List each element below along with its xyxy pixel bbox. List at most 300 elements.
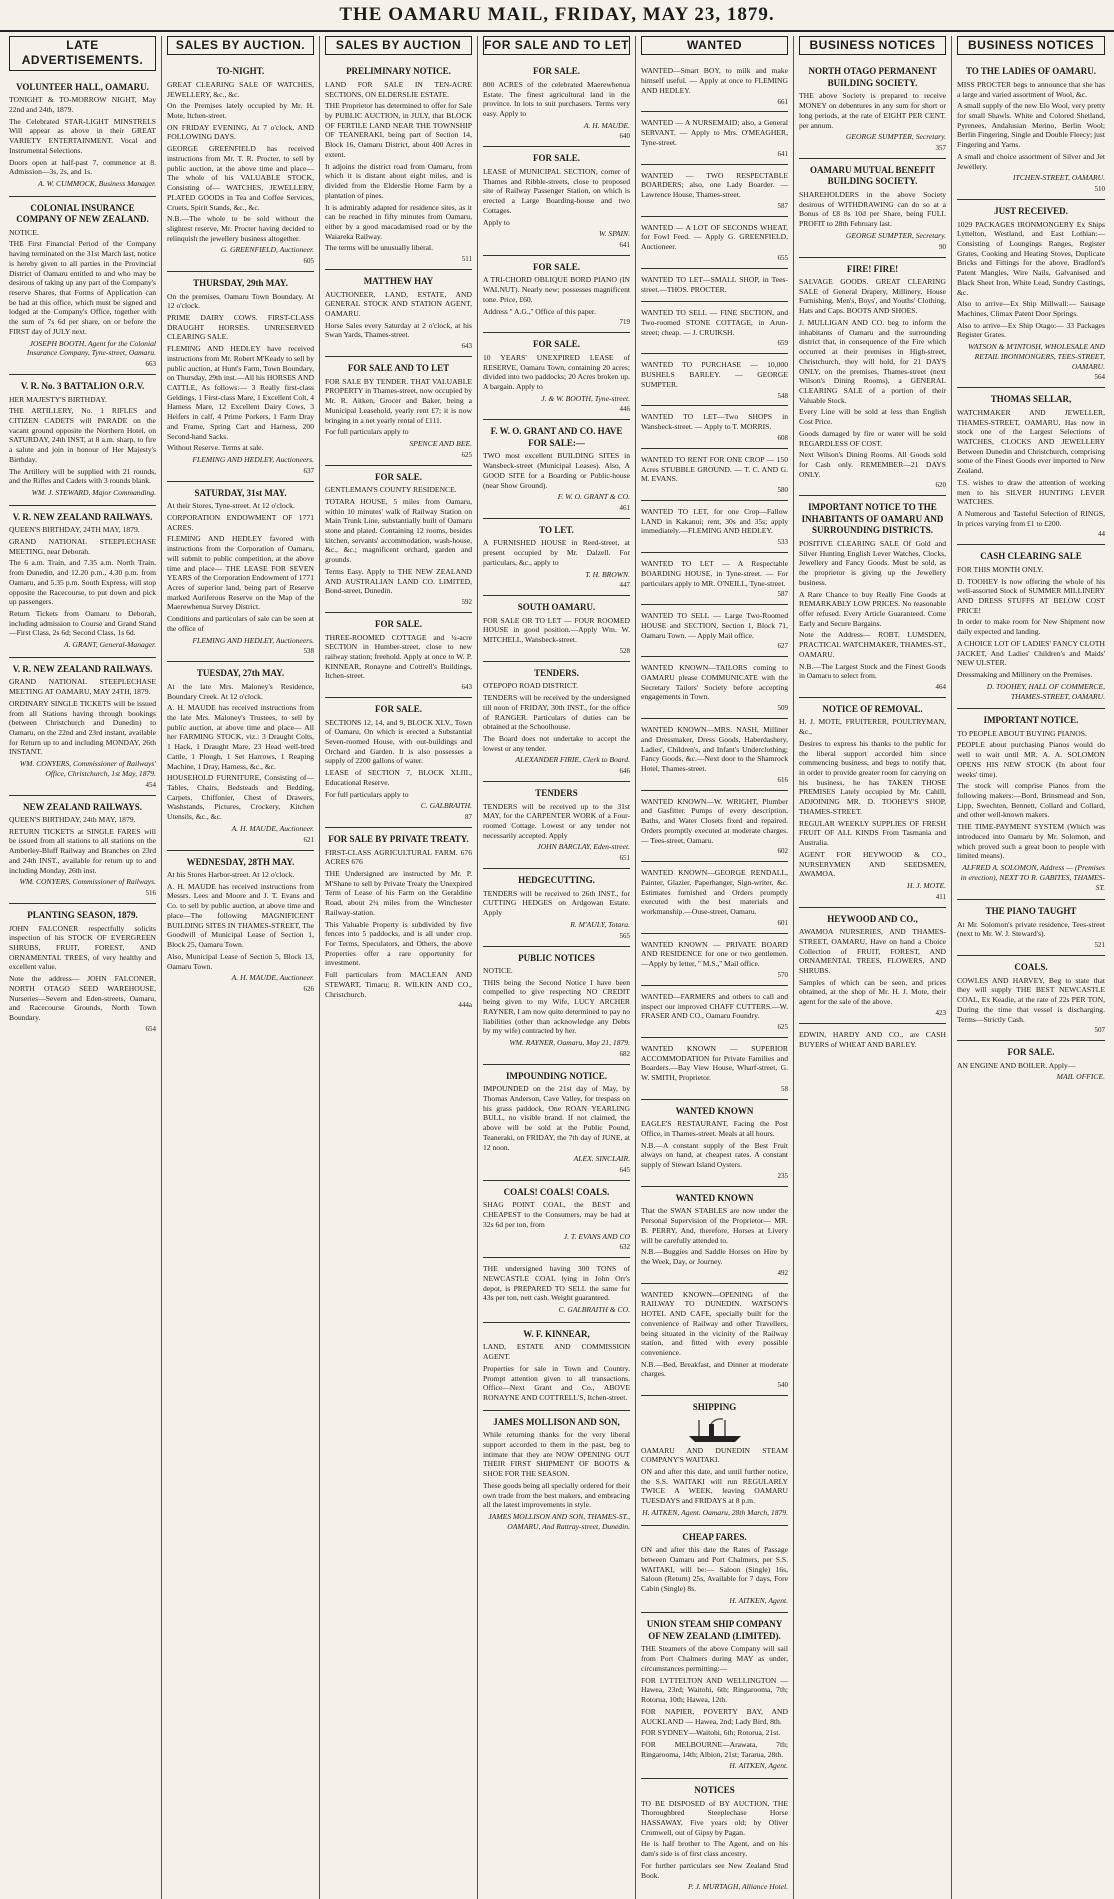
ad-signature: WM. J. STEWARD, Major Commanding.: [31, 488, 156, 498]
ad-title: NEW ZEALAND RAILWAYS.: [23, 801, 142, 812]
ad-title: FOR SALE.: [532, 339, 580, 350]
advert-columns: [4, 36, 1110, 1892]
ad-body-text: On the Premises lately occupied by Mr. H. Mote, Itchen-street.: [167, 101, 314, 121]
ad-body-text: TO BE DISPOSED of BY AUCTION, THE Thoroughbred Steeplechase Horse HASSAWAY, Five years old; by Oliver Cromwell, out of Gipsy by Pagan.: [641, 1798, 788, 1837]
ad-body-text: At the late Mrs. Maloney's Residence, Boundary Creek. At 12 o'clock.: [167, 681, 314, 701]
column-heading: BUSINESS NOTICES: [799, 36, 946, 55]
ad-signature: W. SPAIN.: [598, 229, 630, 239]
ad-body-text: THE Undersigned are instructed by Mr. P. M'Shane to sell by Private Treaty the Unexpired Term of Lease of his Farm on the Geraldine Road, about 2¼ miles from the Winchester Railway-station.: [325, 868, 472, 917]
ad-title: CASH CLEARING SALE: [980, 551, 1082, 562]
ad-title: TO-NIGHT.: [216, 66, 265, 77]
ad-title: TUESDAY, 27th MAY.: [196, 668, 285, 679]
ad-number: 661: [777, 97, 788, 106]
ad-body-text: IMPOUNDED on the 21st day of May, by Thomas Anderson, Cave Valley, for trespass on his grass paddock, One ROAN YEARLING BULL, no visible brand. If not claimed, the above will be sold at the Public Pound, Teaneraki, on FRIDAY, the 7th day of JUNE, at 12 noon.: [483, 1084, 630, 1152]
ad-body-text: WANTED TO LET — A Respectable BOARDING HOUSE, in Tyne-street. — For particulars apply to MR. O'NEILL, Tyne-street.: [641, 559, 788, 588]
ad-body-text: PRIME DAIRY COWS. FIRST-CLASS DRAUGHT HORSES. UNRESERVED CLEARING SALE.: [167, 313, 314, 342]
ad-body-text: It adjoins the district road from Oamaru, from which it is distant about eight miles, and is divided from the Elderslie Home Farm by a plantation of pines.: [325, 161, 472, 200]
advertisement: [9, 197, 156, 375]
advertisement: [641, 217, 788, 269]
ad-body-text: Terms Easy. Apply to THE NEW ZEALAND AND AUSTRALIAN LAND CO. LIMITED, Bond-street, Dunedin.: [325, 566, 472, 596]
ad-signature: A. H. MAUDE, Auctioneer.: [231, 823, 314, 833]
ad-body-text: Next Wilson's Dining Rooms. All Goods sold for Cash only. REMEMBER—21 DAYS ONLY.: [799, 450, 946, 479]
ad-body-text: REGULAR WEEKLY SUPPLIES OF FRESH FRUIT OF ALL KINDS From Tasmania and Australia.: [799, 818, 946, 848]
ad-title: COALS.: [1014, 962, 1048, 973]
ad-number: 587: [777, 201, 788, 210]
ad-title: UNION STEAM SHIP COMPANY OF NEW ZEALAND (LIMITED).: [646, 1619, 783, 1641]
masthead-title: THE OAMARU MAIL, FRIDAY, MAY 23, 1879.: [339, 4, 775, 25]
ad-body-text: The stock will comprise Pianos from the following makers:—Bord, Brinsmead and Son, Lipp, Swechten, Bennett, Collard and Collard, and other well-known makers.: [957, 781, 1105, 820]
ad-number: 540: [777, 1381, 788, 1390]
ad-body-text: WANTED TO SELL — FINE SECTION, and Two-roomed STONE COTTAGE, in Arun-street; cheap. — J. CRUIKSH.: [641, 308, 788, 337]
ad-signature: ALFRED A. SOLOMON, Address — (Premises in erection), NEXT TO R. GABITES, THAMES-ST.: [960, 863, 1105, 892]
ad-body-text: THE Steamers of the above Company will sail from Port Chalmers during MAY as under, circumstances permitting:—: [641, 1644, 788, 1673]
ad-body-text: This Valuable Property is subdivided by five fences into 5 paddocks, and is all under crop. For Terms, Speculators, and Others, the above Properties offer a rare opportunity for investment.: [325, 919, 472, 968]
ad-body-text: ON and after this date the Rates of Passage between Oamaru and Port Chalmers, per S.S. WAITAKI, will be:— Saloon (Single) 16s, Saloon (Return) 25s, Available for 7 days, Fore Cabin (Single) 8s.: [641, 1545, 788, 1593]
ad-body-text: 1029 PACKAGES IRONMONGERY Ex Ships Lyttelton, Westland, and East Lothian:— Consisting of Loungings Ranges, Register Grates, Cooking and Heating Stoves, Duplicate Bricks and Fittings for the above, Bradford's Patent Mangles, Wire Nails, Galvanised and Black Sheet Iron, White Lead, Sundry Castings, &c.: [957, 219, 1105, 297]
ad-body-text: FIRST-CLASS AGRICULTURAL FARM. 676 ACRES 676: [325, 847, 472, 867]
ad-number: 646: [619, 767, 630, 776]
ad-body-text: Note the address— JOHN FALCONER, NORTH OTAGO SEED WAREHOUSE, Nurseries—Severn and Eden-streets, Oamaru, and Racecourse Grounds, North Town Boundary.: [9, 974, 156, 1023]
ad-title: FOR SALE.: [532, 153, 580, 164]
advertisement: [325, 60, 472, 270]
advertisement: [9, 506, 156, 658]
column-heading: LATE ADVERTISEMENTS.: [9, 36, 156, 71]
ad-body-text: Note the Address— ROBT. LUMSDEN, PRACTICAL WATCHMAKER, THAMES-ST., OAMARU.: [799, 630, 946, 659]
ad-body-text: TENDERS will be received up to the 31st MAY, for the CARPENTER WORK of a Four-roomed Cottage. Lowest or any tender not necessarily accepted. Apply: [483, 801, 630, 840]
ad-title: OAMARU MUTUAL BENEFIT BUILDING SOCIETY.: [809, 164, 935, 187]
advertisement: [641, 657, 788, 719]
ad-body-text: EDWIN, HARDY AND CO., are CASH BUYERS of WHEAT AND BARLEY.: [799, 1029, 946, 1049]
ad-body-text: 800 ACRES of the celebrated Maerewhenua Estate. The finest agricultural land in the province. In lots to suit purchasers. Terms very easy. Apply to: [483, 79, 630, 119]
advertisement: [957, 900, 1105, 956]
ad-title: SOUTH OAMARU.: [517, 602, 596, 613]
ad-body-text: For further particulars see New Zealand Stud Book.: [641, 1860, 788, 1880]
advertisement: [167, 851, 314, 999]
advertisement: [483, 869, 630, 946]
ad-body-text: The Board does not undertake to accept the lowest or any tender.: [483, 733, 630, 753]
ad-body-text: A small supply of the new Elo Wool, very pretty for small Shawls. White and Colored Shetland, Pyrenees, Andalusian Merino, Berlin Wool; Berlin Fingering, Single and Double Fleecy; just Fingering and Yarns.: [957, 101, 1105, 150]
ad-body-text: Address '' A.G.,'' Office of this paper.: [483, 306, 596, 316]
advertisement: [9, 76, 156, 197]
ad-signature: A. GRANT, General-Manager.: [63, 640, 156, 650]
ad-title: TENDERS.: [534, 667, 579, 678]
ad-body-text: For full particulars apply to: [325, 789, 409, 799]
advertisement: [799, 1024, 946, 1056]
ad-title: NORTH OTAGO PERMANENT BUILDING SOCIETY.: [808, 66, 937, 88]
ad-signature: C. GALBRAITH.: [420, 801, 472, 811]
ad-number: 608: [777, 433, 788, 442]
ad-signature: H. J. MOTE.: [906, 880, 946, 890]
advertisement: [799, 496, 946, 698]
ad-body-text: THE First Financial Period of the Company having terminated on the 31st March last, notice is hereby given to all parties in the Provincial District of Oamaru entitled to and who may be desirous of taking up any part of the Company's reserve Shares, that Forms of Application can be had at this office, which must be signed and lodged at the Company's Office, together with the sum of 7s 6d per share, on or before the FIRST day of JULY next.: [9, 239, 156, 336]
ad-title: WEDNESDAY, 28TH MAY.: [186, 856, 295, 867]
ad-number: 87: [465, 813, 472, 822]
ad-body-text: NOTICE.: [9, 227, 39, 237]
advertisement: [957, 709, 1105, 900]
ad-body-text: These goods being all specially ordered for their own trade from the best makers, and embracing all the latest improvements in style.: [483, 1480, 630, 1510]
advertisement: [641, 1100, 788, 1187]
advertisement: [9, 375, 156, 506]
ad-signature: ALEX. SINCLAIR.: [573, 1154, 630, 1164]
ad-signature: D. TOOHEY, HALL OF COMMERCE, THAMES-STREET, OAMARU.: [986, 681, 1105, 701]
ad-number: 605: [303, 257, 314, 266]
ad-signature: ALEXANDER FIRIE, Clerk to Board.: [515, 755, 630, 765]
ad-body-text: N.B.—The Largest Stock and the Finest Goods in Oamaru to select from.: [799, 661, 946, 681]
advertisement: [641, 354, 788, 406]
ad-signature: WM. CONYERS, Commissioner of Railways' Office, Christchurch, 1st May, 1879.: [19, 759, 156, 778]
ad-body-text: He is half brother to The Agent, and on his dam's side is of first class ancestry.: [641, 1839, 788, 1859]
ad-body-text: COWLES AND HARVEY, Beg to state that they will supply THE BEST NEWCASTLE COAL, Ex Keadie, at the rate of 22s PER TON, During the time that vessel is discharging. Terms—Strictly Cash.: [957, 975, 1105, 1024]
ad-body-text: SHAREHOLDERS in the above Society desirous of WITHDRAWING can do so at a Bonus of £8 8s 10d per Share, being FULL PROFIT to 28th February last.: [799, 189, 946, 229]
ad-body-text: HOUSEHOLD FURNITURE, Consisting of— Tables, Chairs, Bedsteads and Bedding, Carpets, Chiffonier, Chest of Drawers, Washstands, Pictures, Crockery, Kitchen Utensils, &c., &c.: [167, 773, 314, 822]
ad-number: 719: [619, 318, 630, 327]
ad-number: 528: [619, 646, 630, 655]
advertisement: [641, 1187, 788, 1284]
ad-title: SHIPPING: [692, 1402, 737, 1413]
ad-body-text: NOTICE.: [483, 966, 513, 976]
ad-number: 538: [303, 647, 314, 656]
advertisement: [167, 60, 314, 272]
ad-title: FOR SALE AND TO LET: [347, 363, 450, 374]
ad-title: V. R. NEW ZEALAND RAILWAYS.: [12, 511, 153, 522]
ad-number: 411: [935, 892, 946, 901]
advertisement: [641, 449, 788, 501]
ad-body-text: GRAND NATIONAL STEEPLECHASE MEETING, near Deborah.: [9, 536, 156, 556]
ad-body-text: QUEEN'S BIRTHDAY, 24th MAY, 1879.: [9, 815, 136, 825]
ad-body-text: OAMARU AND DUNEDIN STEAM COMPANY'S WAITAKI.: [641, 1445, 788, 1465]
ad-body-text: N.B.—Buggies and Saddle Horses on Hire by the Week, Day, or Journey.: [641, 1247, 788, 1266]
column-heading: FOR SALE AND TO LET: [483, 36, 630, 55]
advertisement: [799, 258, 946, 497]
ad-title: COALS! COALS! COALS.: [503, 1186, 610, 1197]
column-4: [478, 36, 636, 1899]
column-heading: SALES BY AUCTION: [325, 36, 472, 55]
advertisement: [325, 270, 472, 357]
advertisement: [641, 302, 788, 354]
ad-body-text: TENDERS will be received to 26th INST., for CUTTING HEDGES on Ardgowan Estate. Apply: [483, 888, 630, 918]
ad-body-text: THIS being the Second Notice I have been compelled to give respecting NO CREDIT being given to my Wife, LUCY ARCHER RAYNER, I am now quite determined to pay no liabilities (other than acknowledge any Debts by my wife) contracted by her.: [483, 977, 630, 1036]
ad-title: NOTICES: [694, 1785, 735, 1796]
ad-number: 521: [1094, 941, 1105, 950]
ad-body-text: LEASE of SECTION 7, BLOCK XLIII., Educational Reserve.: [325, 768, 472, 787]
advertisement: [641, 791, 788, 863]
ad-body-text: SALVAGE GOODS. GREAT CLEARING SALE of General Drapery, Millinery, House Furnishing, Men's, Boys', and Youths' Clothing, Hats and Caps. BOOTS AND SHOES.: [799, 277, 946, 316]
advertisement: [483, 662, 630, 782]
advertisement: [641, 1526, 788, 1614]
advertisement: [957, 1041, 1105, 1089]
ad-body-text: LAND, ESTATE AND COMMISSION AGENT.: [483, 1342, 630, 1362]
ad-body-text: Doors open at half-past 7, commence at 8. Admission—3s, 2s, and 1s.: [9, 157, 156, 177]
ad-signature: FLEMING AND HEDLEY, Auctioneers.: [192, 635, 314, 645]
advertisement: [799, 908, 946, 1024]
ad-signature: F. W. O. GRANT & CO.: [557, 492, 630, 502]
ad-body-text: FOR THIS MONTH ONLY.: [957, 564, 1044, 574]
ad-body-text: WANTED KNOWN — PRIVATE BOARD AND RESIDENCE for one or two gentlemen.—Apply by letter, '' M.S.,'' Mail office.: [641, 939, 788, 969]
ad-body-text: H. J. MOTE, FRUITERER, POULTRYMAN, &c.,: [799, 717, 946, 737]
ad-number: 507: [1094, 1026, 1105, 1035]
ad-body-text: TENDERS will be received by the undersigned till noon of FRIDAY, 30th INST., for the office of RANGER. Particulars of duties can be obtained at the Schoolhouse.: [483, 693, 630, 732]
advertisement: [641, 1284, 788, 1396]
ad-body-text: WANTED KNOWN—MRS. NASH, Milliner and Dressmaker, Dress Goods, Haberdashery, Ladies', Children's, and Infant's Underclothing; Fancy Goods, &c.—Next door to the Shamrock Hotel, Thames-street.: [641, 725, 788, 773]
ad-body-text: In order to make room for New Shipment now daily expected and landing.: [957, 617, 1105, 637]
advertisement: [641, 112, 788, 164]
ad-body-text: TONIGHT & TO-MORROW NIGHT, May 22nd and 24th, 1879.: [9, 95, 156, 114]
advertisement: [799, 698, 946, 908]
ad-number: 548: [777, 391, 788, 400]
ad-body-text: WANTED KNOWN—TAILORS coming to OAMARU please COMMUNICATE with the Secretary Tailors' Society before accepting engagements in Town.: [641, 663, 788, 702]
ad-title: PUBLIC NOTICES: [518, 952, 595, 963]
ad-body-text: FOR LYTTELTON AND WELLINGTON — Hawea, 23rd; Waitohi, 6th; Ringarooma, 7th; Rotorua, 10th; Hawea, 12th.: [641, 1675, 788, 1705]
advertisement: [483, 596, 630, 662]
column-3: [320, 36, 478, 1899]
advertisement: [9, 796, 156, 905]
ad-body-text: The Celebrated STAR-LIGHT MINSTRELS Will appear as above in their GREAT VARIETY ENTERTAINMENT. Vocal and Instrumental Selections.: [9, 116, 156, 155]
ad-title: V. R. No. 3 BATTALION O.R.V.: [20, 381, 145, 392]
ad-body-text: WANTED TO LET, for one Crop—Fallow LAND in Kakanui; rent, 30s and 35s; apply immediately.—FLEMING AND HEDLEY.: [641, 506, 788, 536]
ad-signature: P. J. MURTAGH, Alliance Hotel.: [688, 1882, 788, 1892]
ad-signature: C. GALBRAITH & CO.: [558, 1305, 630, 1315]
ad-signature: H. AITKEN, Agent. Oamaru, 28th March, 1879.: [642, 1507, 788, 1517]
ad-body-text: JOHN FALCONER respectfully solicits inspection of his STOCK OF EVERGREEN SHRUBS, FRUIT, FOREST, AND ORNAMENTAL TREES, of very healthy and excellent value.: [9, 923, 156, 972]
ad-number: 655: [777, 253, 788, 262]
advertisement: [641, 60, 788, 112]
ad-body-text: At their Stores, Tyne-street. At 12 o'clock.: [167, 501, 295, 511]
ad-body-text: J. MULLIGAN AND CO. beg to inform the inhabitants of Oamaru and the surrounding district that, in consequence of the Fire which occurred at their premises in High-street, Christchurch, they will hold, for 21 DAYS ONLY, on the premises, Thames-street (next Wilson's Dining Rooms), a GENERAL CLEARING SALE of a portion of their Valuable Stock.: [799, 317, 946, 405]
ad-body-text: THE ARTILLERY, No. 1 RIFLES and CITIZEN CADETS will PARADE on the vacant ground opposite the Northern Hotel, on SATURDAY, 24th INST, at 8 a.m. sharp, to fire a salute and join in honour of Her Majesty's Birthday.: [9, 406, 156, 464]
ad-signature: GEORGE SUMPTER, Secretary.: [845, 132, 946, 142]
advertisement: [641, 269, 788, 302]
ad-body-text: ON FRIDAY EVENING, At 7 o'clock, AND FOLLOWING DAYS.: [167, 122, 314, 142]
advertisement: [641, 862, 788, 934]
advertisement: [641, 501, 788, 553]
ad-number: 625: [461, 450, 472, 459]
advertisement: [325, 466, 472, 613]
ad-body-text: RETURN TICKETS at SINGLE FARES will be issued from all stations to all stations on the Amberley-Bluff Railway and Branches on 23rd and 24th INST., available for return up to and including Monday, 26th inst.: [9, 826, 156, 875]
ad-body-text: QUEEN'S BIRTHDAY, 24TH MAY, 1879.: [9, 525, 140, 535]
ad-signature: T. H. BROWN.: [585, 569, 630, 579]
ad-title: FOR SALE.: [374, 618, 422, 629]
ad-title: V. R. NEW ZEALAND RAILWAYS.: [12, 663, 153, 674]
ad-title: FOR SALE.: [1007, 1047, 1055, 1058]
ad-title: COLONIAL INSURANCE COMPANY OF NEW ZEALAND.: [16, 202, 149, 225]
ad-number: 510: [1094, 185, 1105, 194]
ad-body-text: THE TIME-PAYMENT SYSTEM (Which was introduced into Oamaru by Mr. Solomon, and which proved such a great boon to people with limited means).: [957, 822, 1105, 861]
advertisement: [483, 1065, 630, 1181]
ad-body-text: WANTED — A LOT OF SECONDS WHEAT, for Fowl Feed. — Apply G. GREENFIELD, Auctioneer.: [641, 222, 788, 252]
ad-body-text: That the SWAN STABLES are now under the Personal Supervision of the Proprietor— MR. B. PERRY, And, therefore, Horses at Livery will be carefully attended to.: [641, 1206, 788, 1245]
advertisement: [9, 658, 156, 796]
column-heading: BUSINESS NOTICES: [957, 36, 1105, 55]
ad-body-text: FOR SALE BY TENDER. THAT VALUABLE PROPERTY in Thames-street, now occupied by Mr. R. Aitken, Grocer and Baker, being a Municipal Leasehold, yearly rent £7; it is now bringing in a net yearly rental of £111.: [325, 376, 472, 425]
ad-body-text: Apply to: [483, 217, 510, 227]
ad-body-text: WANTED KNOWN — SUPERIOR ACCOMMODATION for Private Families and Boarders.—Bay View House, Wharf-street, G. W. SMITH, Proprietor.: [641, 1043, 788, 1083]
ad-signature: SPENCE AND BEE.: [409, 438, 472, 448]
advertisement: [641, 986, 788, 1038]
ad-body-text: Properties for sale in Town and Country. Prompt attention given to all transactions. Office—Next Grant and Co., ABOVE RONAYNE AND COTTRELL'S, Itchen-street.: [483, 1363, 630, 1402]
ad-signature: J. T. EVANS AND CO: [563, 1231, 630, 1241]
ad-body-text: A small and choice assortment of Silver and Jet Jewellery.: [957, 151, 1105, 171]
ad-number: 44: [1098, 530, 1105, 539]
ad-number: 454: [145, 780, 156, 789]
ad-number: 464: [935, 682, 946, 691]
ad-number: 663: [145, 360, 156, 369]
ad-body-text: SHAG POINT COAL, the BEST and CHEAPEST to the Consumers, may be had at 32s 6d per ton, from: [483, 1200, 630, 1229]
ad-body-text: LAND FOR SALE IN TEN-ACRE SECTIONS, ON ELDERSLIE ESTATE.: [325, 79, 472, 99]
ad-signature: A. H. MAUDE, Auctioneer.: [231, 973, 314, 983]
advertisement: [483, 256, 630, 333]
ad-number: 444a: [458, 1001, 472, 1010]
ad-number: 602: [777, 847, 788, 856]
advertisement: [957, 200, 1105, 388]
ad-body-text: ON and after this date, and until further notice, the S.S. WAITAKI will run REGULARLY TWICE A WEEK, leaving OAMARU TUESDAYS and FRIDAYS at 8 p.m.: [641, 1467, 788, 1506]
ad-body-text: A CHOICE LOT OF LADIES' FANCY CLOTH JACKET, And Ladies' Children's and Maids' NEW ULSTER.: [957, 638, 1105, 668]
ad-number: 601: [777, 918, 788, 927]
ad-signature: JAMES MOLLISON AND SON, THAMES-ST., OAMARU, And Rattray-street, Dunedin.: [488, 1511, 630, 1531]
advertisement: [641, 1779, 788, 1899]
ad-title: PRELIMINARY NOTICE.: [346, 66, 451, 77]
ad-number: 637: [303, 466, 314, 475]
ad-number: 640: [619, 132, 630, 141]
ad-body-text: TOTARA HOUSE, 5 miles from Oamaru, within 10 minutes' walk of Railway Station on Main Trunk Line, substantially built of Oamaru stone and plated. Containing 12 rooms, besides kitchen, servants' accommodation, wash-house, &c., &c.; magnificent orchard, garden and grounds.: [325, 496, 472, 565]
advertisement: [325, 828, 472, 1015]
ad-title: IMPORTANT NOTICE TO THE INHABITANTS OF OAMARU AND SURROUNDING DISTRICTS.: [801, 502, 944, 536]
ad-number: 643: [461, 683, 472, 692]
ad-signature: A. W. CUMMOCK, Business Manager.: [38, 178, 156, 188]
ad-title: FIRE! FIRE!: [846, 263, 899, 274]
ad-number: 516: [145, 889, 156, 898]
ad-title: FOR SALE.: [532, 261, 580, 272]
advertisement: [325, 613, 472, 698]
ad-body-text: Also, Municipal Lease of Section 5, Block 13, Oamaru Town.: [167, 951, 314, 971]
ad-body-text: Horse Sales every Saturday at 2 o'clock, at his Swan Yards, Thames-street.: [325, 320, 472, 340]
advertisement: [167, 272, 314, 482]
ad-body-text: A. H. MAUDE has received instructions from Messrs. Lees and Moore and J. T. Evans and Co. to sell by public auction, at above time and place—The following MAGNIFICENT BUILDING SITES IN THAMES-STREET, The Goodwill of Municipal Lease of Section 1, Block 25, Oamaru Town.: [167, 881, 315, 950]
ad-body-text: WANTED TO LET—Two SHOPS in Wansbeck-street. — Apply to T. MORRIS.: [641, 412, 788, 432]
ad-title: PLANTING SEASON, 1879.: [27, 910, 138, 921]
ad-body-text: At Mr. Solomon's private residence, Tees-street (next to Mr. W. J. Steward's).: [957, 919, 1105, 939]
ad-number: 423: [935, 1008, 946, 1017]
ad-number: 580: [777, 486, 788, 494]
ad-signature: WM. CONYERS, Commissioner of Railways.: [19, 877, 156, 887]
ad-title: TO THE LADIES OF OAMARU.: [965, 66, 1097, 77]
ad-body-text: FOR SYDNEY—Waitohi, 6th; Rotorua, 21st.: [641, 1728, 781, 1738]
ad-number: 641: [619, 240, 630, 249]
ad-title: SATURDAY, 31st MAY.: [194, 487, 287, 498]
ad-body-text: A. H. MAUDE has received instructions from the late Mrs. Maloney's Trustees, to sell by public auction, at above time and place— All her FARMING STOCK, viz.: 3 Draught Colts, 1 Hack, 1 Draught Mare, 23 Head well-bred Cattle, 1 Plough, 1 Set Harrows, 1 Reaping Machine, 1 Dray, Harness, &c., &c.: [167, 703, 314, 771]
ad-title: FOR SALE.: [532, 66, 580, 77]
advertisement: [325, 698, 472, 828]
ad-body-text: POSITIVE CLEARING SALE Of Gold and Silver Hunting English Lever Watches, Clocks, Jewellery and Fancy Goods. Must be sold, as the proprietor is giving up the Jewellery business.: [799, 538, 946, 587]
advertisement: [325, 357, 472, 466]
ad-body-text: A Rare Chance to buy Really Fine Goods at REMARKABLY LOW PRICES. No reasonable offer refused. Every Article Guaranteed. Come Early and Secure Bargains.: [799, 589, 946, 628]
ad-body-text: AN ENGINE AND BOILER. Apply—: [957, 1060, 1076, 1070]
advertisement: [167, 662, 314, 850]
ad-body-text: Full particulars from MACLEAN AND STEWART, Timaru; R. WILKIN AND CO., Christchurch.: [325, 970, 472, 999]
column-7: [952, 36, 1110, 1899]
ad-body-text: FLEMING AND HEDLEY have received instructions from Mr. Robert M'Keady to sell by public auction, at Hunt's Farm, Town Boundary, on Thursday, 29th inst.—All his HORSES AND CATTLE, As follows:— 3 Really first-class Geldings, 1 First-class Mare, 1 Excellent Colt, 4 Hamess Mare, 12 Excellent Dairy Cows, 3 Heifers in calf, 4 Prime Porkers, 1 Farm Dray and Frame, Spring Cart and Harness, 200 Second-hand Sacks.: [167, 344, 314, 441]
ad-title: TO LET.: [539, 524, 574, 535]
ad-body-text: FOR MELBOURNE—Arawata, 7th; Ringarooma, 14th; Albion, 21st; Tararua, 28th.: [641, 1739, 788, 1759]
ad-body-text: While returning thanks for the very liberal support accorded to them in the past, beg to intimate that they are NOW OPENING OUT THEIR FIRST SHIPMENT OF BOOTS & SHOE FOR THE SEASON.: [483, 1430, 630, 1479]
advertisement: [641, 406, 788, 448]
ad-body-text: WANTED—Smart BOY, to milk and make himself useful. — Apply at once to FLEMING AND HEDLEY.: [641, 66, 788, 95]
ad-body-text: For full particulars apply to: [325, 427, 409, 437]
ad-body-text: WATCHMAKER AND JEWELLER, THAMES-STREET, OAMARU, Has now in stock one of the Largest Selections of WATCHES, CLOCKS AND JEWELLERY Between Dunedin and Christchurch, comprising some of the Finest Goods ever imported to New Zealand.: [957, 407, 1105, 476]
ad-number: 641: [777, 149, 788, 158]
column-heading: WANTED: [641, 36, 788, 55]
ad-signature: JOHN BARCLAY, Eden-street.: [537, 842, 630, 852]
ad-signature: WM. RAYNER, Oamaru, May 21, 1879.: [509, 1038, 630, 1048]
ad-number: 616: [777, 775, 788, 784]
advertisement: [167, 482, 314, 663]
ad-body-text: T.S. wishes to draw the attention of working men to his SILVER HUNTING LEVER WATCHES.: [957, 477, 1105, 507]
ad-body-text: N.B.—A constant supply of the Best Fruit always on hand, at cheapest rates. A constant supply of Stewart Island Oysters.: [641, 1140, 788, 1170]
ad-body-text: WANTED — A NURSEMAID; also, a General SERVANT. — Apply to Mrs. O'MEAGHER, Tyne-street.: [641, 118, 788, 147]
advertisement: [957, 956, 1105, 1041]
ad-number: 564: [1094, 373, 1105, 382]
advertisement: [641, 1396, 788, 1526]
ad-title: WANTED KNOWN: [675, 1192, 754, 1203]
ad-number: 654: [145, 1024, 156, 1033]
column-2: [162, 36, 320, 1899]
ad-signature: ITCHEN-STREET, OAMARU.: [1012, 173, 1105, 183]
advertisement: [483, 947, 630, 1065]
advertisement: [483, 1323, 630, 1411]
ad-body-text: A FURNISHED HOUSE in Reed-street, at present occupied by Mr. Dalzell. For particulars, &c., apply to: [483, 538, 630, 567]
ad-signature: J. & W. BOOTH, Tyne-street.: [541, 393, 630, 403]
ad-body-text: A TRI-CHORD OBLIQUE BORD PIANO (IN WALNUT). Nearly new; possesses magnificent tone. Price, £60.: [483, 275, 630, 304]
ad-body-text: Desires to express his thanks to the public for the liberal support accorded him since commencing business, and begs to notify that, in order to provide greater room for carrying on his business, he has TAKEN THOSE PREMISES Lately occupied by Mr. Cahill, ADJOINING MR. D. TOOHEY'S SHOP, THAMES-STREET.: [799, 738, 946, 816]
ad-title: NOTICE OF REMOVAL.: [822, 703, 923, 714]
ad-number: 511: [461, 255, 472, 264]
ad-number: 461: [619, 503, 630, 512]
ad-body-text: WANTED TO RENT FOR ONE CROP — 150 Acres STUBBLE GROUND. — T. C. AND G. M. EVANS.: [641, 454, 788, 484]
ad-title: JUST RECEIVED.: [994, 206, 1068, 217]
ad-signature: H. AITKEN, Agent.: [729, 1595, 788, 1605]
ad-body-text: PEOPLE about purchasing Pianos would do well to wait until MR. A. A. SOLOMON OPENS HIS NEW STOCK (In about four weeks' time).: [957, 740, 1105, 779]
advertisement: [799, 60, 946, 159]
ad-number: 533: [777, 538, 788, 547]
ad-signature: R. M'AULY, Totara.: [570, 919, 630, 929]
ad-title: CHEAP FARES.: [682, 1531, 747, 1542]
ad-signature: JOSEPH BOOTH, Agent for the Colonial Insurance Company, Tyne-street, Oamaru.: [26, 338, 156, 358]
column-5: [636, 36, 794, 1899]
ad-body-text: Conditions and particulars of sale can be seen at the office of: [167, 614, 314, 633]
ad-number: 509: [777, 704, 788, 713]
ad-signature: A. H. MAUDE.: [583, 120, 630, 130]
ad-body-text: MISS PROCTER begs to announce that she has a large and varied assortment of Wool, &c.: [957, 79, 1105, 99]
ad-body-text: THE above Society is prepared to receive MONEY on debentures in any sum for short or long periods, at the rate of EIGHT PER CENT. per annum.: [799, 91, 946, 130]
ad-number: 357: [935, 143, 946, 152]
ad-number: 570: [777, 970, 788, 979]
ad-number: 446: [619, 405, 630, 414]
ad-body-text: 10 YEARS' UNEXPIRED LEASE of RESERVE, Oamaru Town, containing 20 acres; divided into two paddocks; 20 Acres broken up. A bargain. Apply to: [483, 352, 630, 391]
advertisement: [641, 1038, 788, 1100]
ad-body-text: N.B.—The whole to be sold without the slightest reserve, Mr. Procter having decided to relinquish the jewellery business altogether.: [167, 214, 314, 243]
ad-body-text: WANTED—FARMERS and others to call and inspect our improved CHAFF CUTTERS.—W. FRASER AND CO., Oamaru Foundry.: [641, 991, 788, 1021]
ad-title: THURSDAY, 29th MAY.: [193, 278, 288, 289]
ad-body-text: TO PEOPLE ABOUT BUYING PIANOS.: [957, 728, 1087, 738]
ad-signature: G. GREENFIELD, Auctioneer.: [220, 245, 314, 255]
ad-title: FOR SALE.: [374, 471, 422, 482]
ad-body-text: Also to arrive—Ex Ship Otago:— 33 Packages Register Grates.: [957, 320, 1105, 340]
advertisement: [483, 147, 630, 256]
ad-number: 235: [777, 1171, 788, 1180]
advertisement: [483, 782, 630, 869]
advertisement: [641, 165, 788, 217]
ad-body-text: Samples of which can be seen, and prices obtained, at the shop of Mr. H. J. Mote, their agent for the sale of the above.: [799, 977, 946, 1007]
ad-signature: WATSON & M'INTOSH, WHOLESALE AND RETAIL IRONMONGERS, TEES-STREET, OAMARU.: [967, 342, 1105, 371]
